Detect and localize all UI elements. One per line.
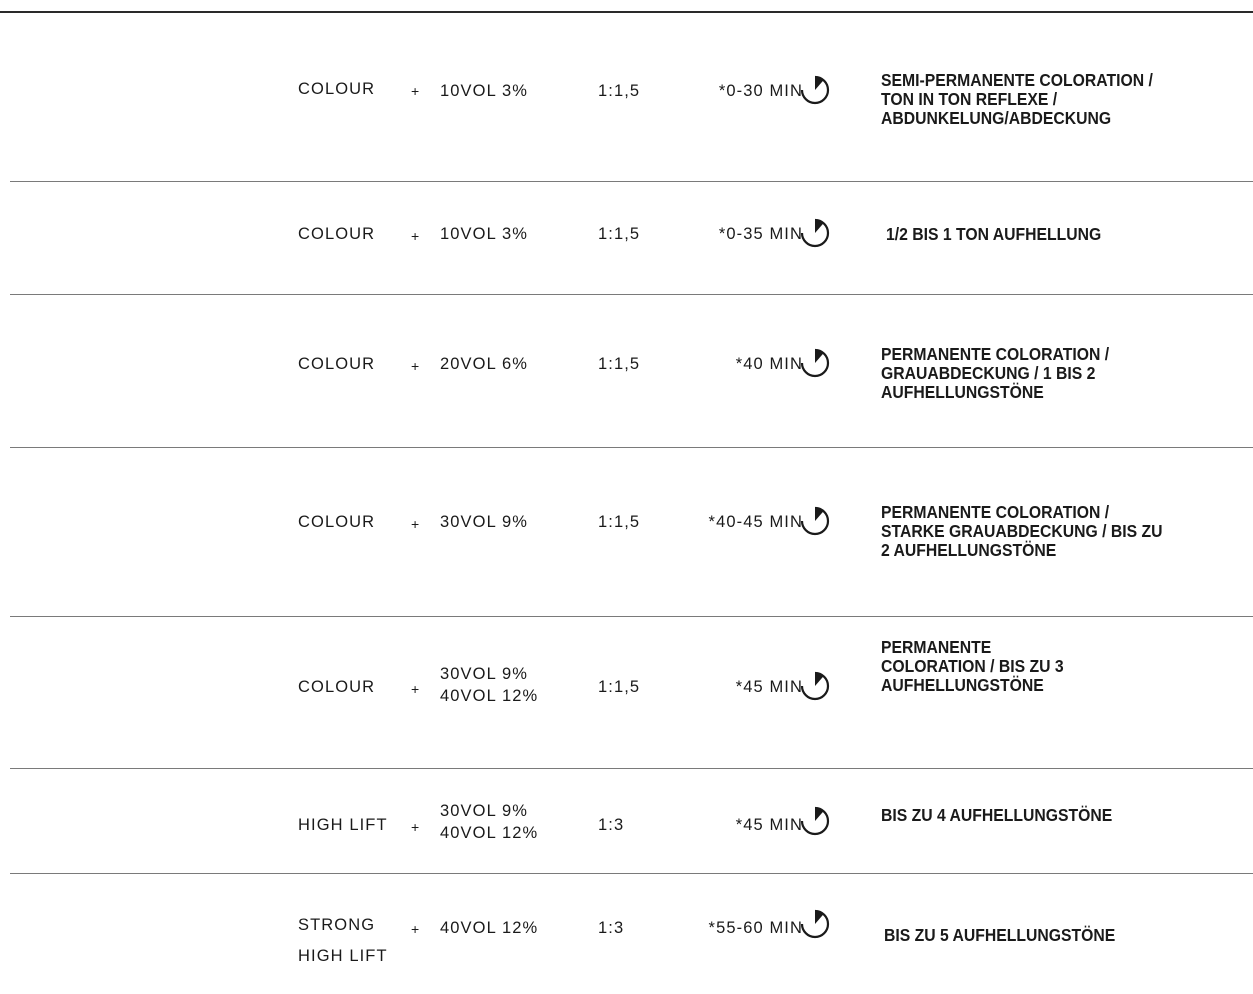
product-label: STRONG — [298, 916, 376, 934]
timer-icon — [797, 803, 833, 839]
timer-icon — [797, 215, 833, 251]
plus-sign: + — [411, 358, 421, 374]
plus-sign: + — [411, 681, 421, 697]
description: PERMANENTE COLORATION / STARKE GRAUABDECKUNG / BIS ZU 2 AUFHELLUNGSTÖNE — [881, 502, 1163, 560]
timer-icon — [797, 345, 833, 381]
timer-icon — [797, 906, 833, 942]
description: BIS ZU 4 AUFHELLUNGSTÖNE — [881, 805, 1113, 825]
product-label: HIGH LIFT — [298, 947, 388, 965]
product-label: COLOUR — [298, 225, 376, 243]
row-divider — [10, 447, 1253, 448]
processing-time: *0-35 MIN — [718, 225, 803, 243]
developer-label: 20VOL 6% — [440, 355, 528, 373]
processing-time: *45 MIN — [735, 816, 803, 834]
processing-time: *0-30 MIN — [718, 82, 803, 100]
processing-time: *55-60 MIN — [708, 919, 803, 937]
mix-ratio: 1:1,5 — [598, 678, 641, 696]
mix-ratio: 1:1,5 — [598, 355, 641, 373]
description: 1/2 BIS 1 TON AUFHELLUNG — [886, 224, 1102, 244]
row-divider — [10, 294, 1253, 295]
plus-sign: + — [411, 83, 421, 99]
plus-sign: + — [411, 228, 421, 244]
product-label: COLOUR — [298, 513, 376, 531]
description: SEMI-PERMANENTE COLORATION / TON IN TON REFLEXE / ABDUNKELUNG/ABDECKUNG — [881, 70, 1153, 128]
plus-sign: + — [411, 921, 421, 937]
top-rule — [0, 11, 1253, 13]
plus-sign: + — [411, 819, 421, 835]
developer-label: 10VOL 3% — [440, 225, 528, 243]
row-divider — [10, 873, 1253, 874]
developer-label: 40VOL 12% — [440, 919, 539, 937]
mix-ratio: 1:1,5 — [598, 513, 641, 531]
description: BIS ZU 5 AUFHELLUNGSTÖNE — [884, 925, 1116, 945]
product-label: HIGH LIFT — [298, 816, 388, 834]
developer-label: 40VOL 12% — [440, 687, 539, 705]
mix-ratio: 1:3 — [598, 816, 625, 834]
processing-time: *40-45 MIN — [708, 513, 803, 531]
product-label: COLOUR — [298, 678, 376, 696]
row-divider — [10, 616, 1253, 617]
timer-icon — [797, 668, 833, 704]
developer-label: 40VOL 12% — [440, 824, 539, 842]
developer-label: 30VOL 9% — [440, 665, 528, 683]
mix-ratio: 1:1,5 — [598, 82, 641, 100]
product-label: COLOUR — [298, 80, 376, 98]
developer-label: 30VOL 9% — [440, 513, 528, 531]
timer-icon — [797, 503, 833, 539]
mix-ratio: 1:1,5 — [598, 225, 641, 243]
timer-icon — [797, 72, 833, 108]
developer-label: 30VOL 9% — [440, 802, 528, 820]
processing-time: *45 MIN — [735, 678, 803, 696]
processing-time: *40 MIN — [735, 355, 803, 373]
row-divider — [10, 181, 1253, 182]
plus-sign: + — [411, 516, 421, 532]
description: PERMANENTE COLORATION / BIS ZU 3 AUFHELLUNGSTÖNE — [881, 637, 1064, 695]
mix-ratio: 1:3 — [598, 919, 625, 937]
row-divider — [10, 768, 1253, 769]
product-label: COLOUR — [298, 355, 376, 373]
developer-label: 10VOL 3% — [440, 82, 528, 100]
description: PERMANENTE COLORATION / GRAUABDECKUNG / 1 BIS 2 AUFHELLUNGSTÖNE — [881, 344, 1110, 402]
